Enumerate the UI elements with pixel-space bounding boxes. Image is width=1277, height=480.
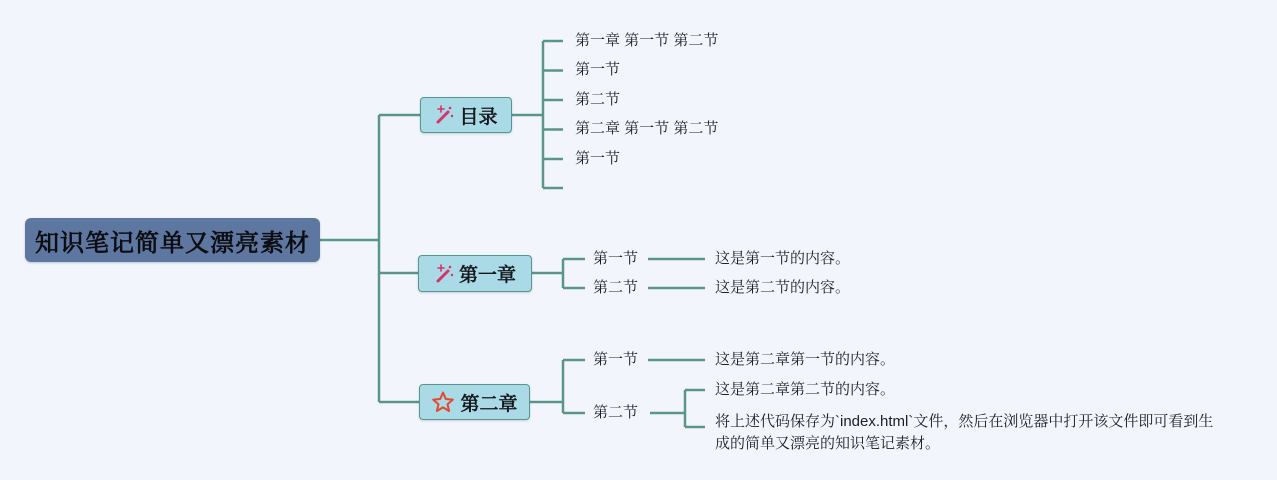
toc-item[interactable]: 第一节 <box>575 61 621 78</box>
root-node[interactable] <box>25 218 320 262</box>
section-content[interactable]: 这是第二节的内容。 <box>715 279 851 296</box>
root-label: 知识笔记简单又漂亮素材 <box>35 229 310 257</box>
section-content[interactable]: 这是第二章第一节的内容。 <box>715 351 896 368</box>
section-label[interactable]: 第一节 <box>593 351 639 368</box>
toc-item[interactable]: 第一章 第一节 第二节 <box>575 32 719 49</box>
magic-wand-icon <box>434 264 454 284</box>
star-icon <box>431 390 455 414</box>
branch-node-toc[interactable] <box>420 97 512 133</box>
section-content[interactable]: 这是第一节的内容。 <box>715 250 851 267</box>
toc-item[interactable]: 第二章 第一节 第二节 <box>575 120 719 137</box>
toc-item[interactable]: 第二节 <box>575 91 621 108</box>
branch-label: 第一章 <box>458 265 516 286</box>
branch-label: 第二章 <box>460 393 518 415</box>
toc-item[interactable]: 第一节 <box>575 150 621 167</box>
section-content-note[interactable]: 将上述代码保存为`index.html`文件，然后在浏览器中打开该文件即可看到生成的简单又漂亮的知识笔记素材。 <box>715 413 1214 452</box>
branch-label: 目录 <box>459 106 498 128</box>
section-label[interactable]: 第一节 <box>593 250 639 267</box>
section-label[interactable]: 第二节 <box>593 404 639 421</box>
magic-wand-icon <box>434 105 454 125</box>
section-content[interactable]: 这是第二章第二节的内容。 <box>715 381 896 398</box>
branch-node-chapter2[interactable] <box>419 384 530 420</box>
section-label[interactable]: 第二节 <box>593 279 639 296</box>
branch-node-chapter1[interactable] <box>418 255 532 292</box>
